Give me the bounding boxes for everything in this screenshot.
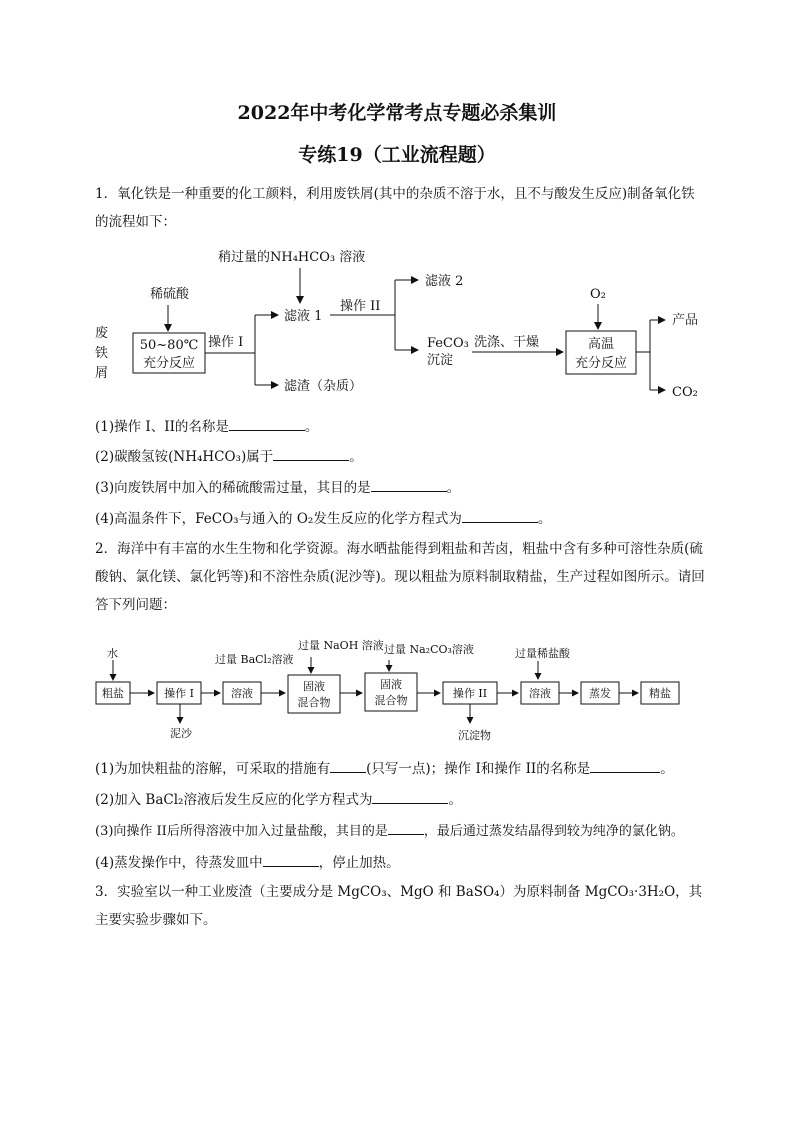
q2-sand: 泥沙 (170, 727, 192, 740)
q2-evaporate: 蒸发 (589, 687, 611, 700)
q2-mix1-line2: 混合物 (297, 696, 331, 709)
answer-blank[interactable] (229, 418, 305, 431)
q1-residue: 滤渣（杂质） (284, 379, 363, 394)
q1-filtrate2: 滤液 2 (425, 274, 464, 289)
q1-question-2: (2)碳酸氢铵(NH₄HCO₃)属于 。 (95, 449, 363, 465)
q2-mix2-line2: 混合物 (374, 694, 408, 707)
q1-acid-label: 稀硫酸 (150, 287, 190, 302)
q2-question-2: (2)加入 BaCl₂溶液后发生反应的化学方程式为 。 (95, 792, 462, 808)
answer-blank[interactable] (388, 822, 424, 835)
q2-question-3: (3)向操作 II后所得溶液中加入过量盐酸，其目的是 ，最后通过蒸发结晶得到较为纯净的氯化钠。 (95, 824, 684, 839)
q1-co2: CO₂ (672, 385, 698, 400)
q1-feed-char-1: 废 (95, 326, 109, 341)
q1-flow-diagram (0, 240, 794, 420)
q2-mix2-line1: 固液 (380, 678, 402, 691)
q1-reactor-temp: 50~80℃ (139, 338, 199, 353)
q2-solution-1: 溶液 (231, 687, 253, 700)
q2-fine-salt: 精盐 (649, 687, 671, 700)
q1-feco3: FeCO₃ (427, 336, 469, 351)
q2-water: 水 (107, 647, 118, 660)
q1-product: 产品 (672, 313, 699, 328)
q1-o2: O₂ (590, 287, 606, 302)
q2-bacl2: 过量 BaCl₂溶液 (215, 653, 294, 666)
q2-precipitate: 沉淀物 (458, 729, 491, 742)
answer-blank[interactable] (273, 448, 349, 461)
q1-furnace-temp: 高温 (587, 337, 615, 352)
q1-filtrate1: 滤液 1 (284, 309, 323, 324)
q1-question-1: (1)操作 I、II的名称是 。 (95, 419, 319, 435)
answer-blank[interactable] (371, 479, 447, 492)
answer-blank[interactable] (462, 510, 538, 523)
q1-reactor-label: 充分反应 (142, 356, 196, 371)
q1-intro: 1．氧化铁是一种重要的化工颜料，利用废铁屑(其中的杂质不溶于水，且不与酸发生反应)制备氧化铁的流程如下： (95, 186, 695, 230)
answer-blank[interactable] (372, 791, 448, 804)
q2-na2co3: 过量 Na₂CO₃溶液 (384, 643, 474, 656)
q2-op1: 操作 I (164, 687, 194, 700)
answer-blank[interactable] (590, 760, 660, 773)
q1-question-3: (3)向废铁屑中加入的稀硫酸需过量，其目的是 。 (95, 480, 461, 496)
q2-mix1-line1: 固液 (303, 680, 325, 693)
q2-flow-diagram (0, 635, 794, 745)
answer-blank[interactable] (330, 760, 366, 773)
q1-question-4: (4)高温条件下，FeCO₃与通入的 O₂发生反应的化学方程式为 。 (95, 511, 552, 527)
q2-intro: 2．海洋中有丰富的水生生物和化学资源。海水晒盐能得到粗盐和苦卤，粗盐中含有多种可溶性杂质(硫酸钠、氯化镁、氯化钙等)和不溶性杂质(泥沙等)。现以粗盐为原料制取精盐，生产过程如图所示。请回答下列问题： (95, 541, 705, 613)
q2-question-1: (1)为加快粗盐的溶解，可采取的措施有 (只写一点)；操作 I和操作 II的名称是 。 (95, 761, 674, 777)
answer-blank[interactable] (263, 854, 319, 867)
document-title: 2022年中考化学常考点专题必杀集训 (237, 102, 557, 124)
q3-intro: 3．实验室以一种工业废渣（主要成分是 MgCO₃、MgO 和 BaSO₄）为原料制备 MgCO₃·3H₂O，其主要实验步骤如下。 (95, 884, 703, 928)
q1-feco3-precipitate: 沉淀 (427, 353, 454, 368)
q2-solution-2: 溶液 (529, 687, 551, 700)
q1-op1-label: 操作 I (208, 335, 244, 350)
q1-op2-label: 操作 II (340, 299, 381, 314)
q1-feed-char-3: 屑 (95, 366, 109, 381)
q2-op2: 操作 II (452, 687, 488, 700)
q2-naoh: 过量 NaOH 溶液 (298, 639, 384, 652)
q1-wash-dry: 洗涤、干燥 (474, 335, 540, 350)
q1-furnace-label: 充分反应 (574, 356, 628, 371)
q1-reagent-nh4hco3: 稍过量的NH₄HCO₃ 溶液 (218, 250, 366, 265)
q2-crude-salt: 粗盐 (102, 687, 124, 700)
q2-question-4: (4)蒸发操作中，待蒸发皿中 ，停止加热。 (95, 855, 400, 871)
q1-feed-char-2: 铁 (95, 346, 109, 361)
document-subtitle: 专练19（工业流程题） (298, 144, 496, 166)
q2-hcl: 过量稀盐酸 (515, 647, 570, 660)
